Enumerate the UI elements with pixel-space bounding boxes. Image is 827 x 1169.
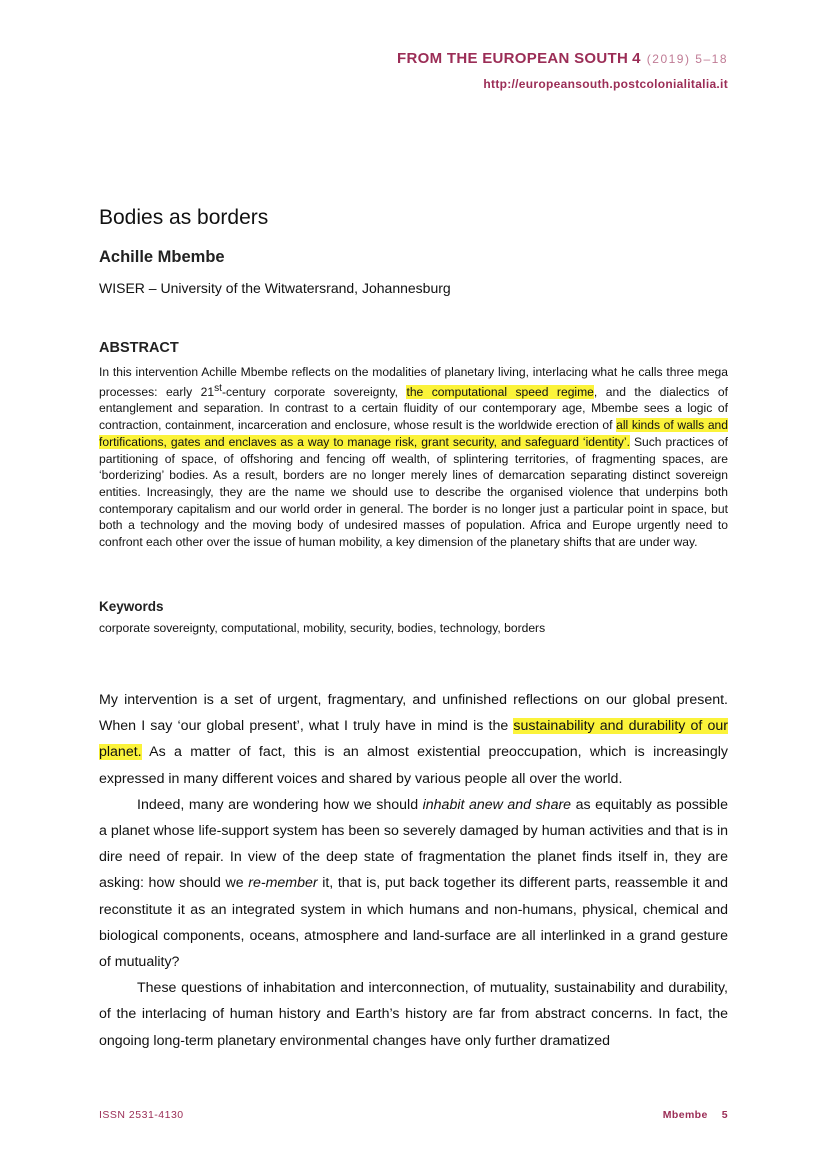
abstract-segment: -century corporate sovereignty, <box>221 384 407 399</box>
body-emphasis: re-member <box>248 875 318 892</box>
keywords-heading: Keywords <box>99 599 164 614</box>
body-paragraph <box>99 687 728 792</box>
article-title: Bodies as borders <box>99 206 269 229</box>
journal-meta: (2019) 5–18 <box>646 52 728 66</box>
body-highlight: sustainability and durability of our planet. <box>99 718 728 761</box>
footer-issn: ISSN 2531-4130 <box>99 1109 184 1121</box>
body-emphasis: inhabit anew and share <box>422 796 572 813</box>
journal-header <box>397 50 728 91</box>
body-text <box>99 687 728 1054</box>
body-segment: it, that is, put back together its different parts, reassemble it and reconstitute it as an integrated system in which humans and non-humans, physical, chemical and biological components, oceans, atmosphere and land-surface are all interlinked in a grand gesture of mutuality? <box>99 875 728 971</box>
abstract-segment: Such practices of partitioning of space, of offshoring and fencing off wealth, of splintering territories, of fragmenting spaces, are ‘borderizing’ bodies. As a result, borders are no longer merely lines of demarcation separating distinct sovereign entities. Increasingly, they are the name we should use to describe the organised violence that underpins both contemporary capitalism and our world order in general. The border is no longer just a particular point in space, but both a technology and the moving body of undesired masses of population. Africa and Europe urgently need to confront each other over the issue of human mobility, a key dimension of the planetary shifts that are under way. <box>99 434 728 550</box>
abstract-segment: , and the dialectics of entanglement and separation. In contrast to a certain fluidity of our contemporary age, Mbembe sees a logic of contraction, containment, incarceration and enclosure, whose result is the worldwide erection of <box>99 384 728 433</box>
body-segment: As a matter of fact, this is an almost existential preoccupation, which is increasingly expressed in many different voices and shared by various people all over the world. <box>99 744 728 787</box>
journal-volume: 4 <box>632 50 641 67</box>
abstract-highlight: all kinds of walls and fortifications, gates and enclaves as a way to manage risk, grant security, and safeguard ‘identity’. <box>99 418 728 449</box>
body-segment: as equitably as possible a planet whose life-support system has been so severely damaged by human activities and that is in dire need of repair. In view of the deep state of fragmentation the planet finds itself in, they are asking: how should we <box>99 796 728 892</box>
body-segment: Indeed, many are wondering how we should <box>137 796 423 813</box>
abstract-heading: ABSTRACT <box>99 340 179 356</box>
abstract-highlight: the computational speed regime <box>406 384 594 399</box>
author-name: Achille Mbembe <box>99 248 225 266</box>
footer-running-head <box>663 1109 728 1121</box>
abstract-text <box>99 364 728 551</box>
journal-name: FROM THE EUROPEAN SOUTH <box>397 50 629 67</box>
journal-title <box>397 50 728 67</box>
body-segment: My intervention is a set of urgent, fragmentary, and unfinished reflections on our global present. When I say ‘our global present’, what I truly have in mind is the <box>99 692 728 735</box>
body-paragraph: These questions of inhabitation and interconnection, of mutuality, sustainability and durability, of the interlacing of human history and Earth’s history are far from abstract concerns. In fact, the ongoing long-term planetary environmental changes have only further dramatized <box>99 980 728 1049</box>
journal-url[interactable]: http://europeansouth.postcolonialitalia.it <box>483 77 728 91</box>
body-paragraph <box>99 792 728 975</box>
author-affiliation: WISER – University of the Witwatersrand, Johannesburg <box>99 280 451 296</box>
abstract-segment: In this intervention Achille Mbembe reflects on the modalities of planetary living, interlacing what he calls three mega processes: early 21 <box>99 365 728 399</box>
page-number: 5 <box>721 1109 728 1121</box>
footer-author: Mbembe <box>662 1109 708 1121</box>
keywords-text: corporate sovereignty, computational, mobility, security, bodies, technology, borders <box>99 621 546 635</box>
abstract-superscript: st <box>214 382 222 394</box>
